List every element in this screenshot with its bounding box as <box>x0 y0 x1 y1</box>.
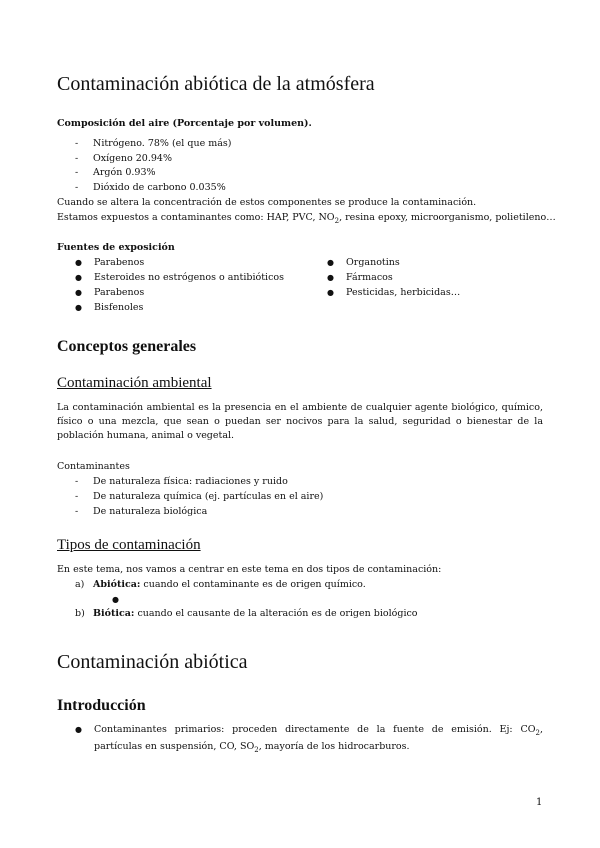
list-item: b) Biótica: cuando el causante de la alteración es de origen biológico <box>75 608 418 619</box>
list-item: - De naturaleza física: radiaciones y ruido <box>75 476 288 487</box>
list-item: - De naturaleza biológica <box>75 506 208 517</box>
paragraph: La contaminación ambiental es la presencia en el ambiente de cualquier agente biológico, químico, físico o una mezcla, que sean o puedan ser nocivos para la salud, seguridad o bienestar de la población humana, animal o vegetal. <box>57 402 543 441</box>
composition-text: Cuando se altera la concentración de estos componentes se produce la contaminación. <box>57 197 477 208</box>
list-item: ● Bisfenoles <box>75 302 144 313</box>
list-item: ● Parabenos <box>75 287 145 298</box>
section-heading: Introducción <box>57 697 146 714</box>
paragraph: En este tema, nos vamos a centrar en este tema en dos tipos de contaminación: <box>57 564 442 575</box>
list-item: - Argón 0.93% <box>75 167 156 178</box>
composition-text: Estamos expuestos a contaminantes como: HAP, PVC, $NO_2$, resina epoxy, microorganismo, polietileno… <box>57 212 556 225</box>
list-item: ● Parabenos <box>75 257 145 268</box>
section-title: Contaminación abiótica <box>57 651 248 673</box>
list-item: - Dióxido de carbono 0.035% <box>75 182 226 193</box>
subsection-heading: Contaminación ambiental <box>57 375 212 391</box>
list-item: ● Fármacos <box>327 272 393 283</box>
section-heading: Conceptos generales <box>57 338 197 355</box>
sources-heading: Fuentes de exposición <box>57 242 175 253</box>
list-item: ● Esteroides no estrógenos o antibióticos <box>75 272 285 283</box>
list-item: ● Pesticidas, herbicidas… <box>327 287 461 298</box>
list-item: - Oxígeno 20.94% <box>75 153 172 164</box>
page-title: Contaminación abiótica de la atmósfera <box>57 73 375 95</box>
list-item: - Nitrógeno. 78% (el que más) <box>75 138 232 149</box>
page-number: 1 <box>536 797 543 808</box>
list-item: ● Organotins <box>327 257 400 268</box>
composition-heading: Composición del aire (Porcentaje por volumen). <box>57 118 312 129</box>
subsection-heading: Tipos de contaminación <box>57 537 201 553</box>
list-item: - De naturaleza química (ej. partículas en el aire) <box>75 491 324 502</box>
list-item: a) Abiótica: cuando el contaminante es de origen químico. <box>75 579 366 590</box>
contaminants-label: Contaminantes <box>57 461 130 472</box>
list-item: ● Contaminantes primarios: proceden directamente de la fuente de emisión. Ej: $CO_2$, partículas en suspensión, CO, $SO_2$, mayoría de los hidrocarburos. <box>75 724 543 754</box>
empty-bullet: ● <box>112 595 119 604</box>
